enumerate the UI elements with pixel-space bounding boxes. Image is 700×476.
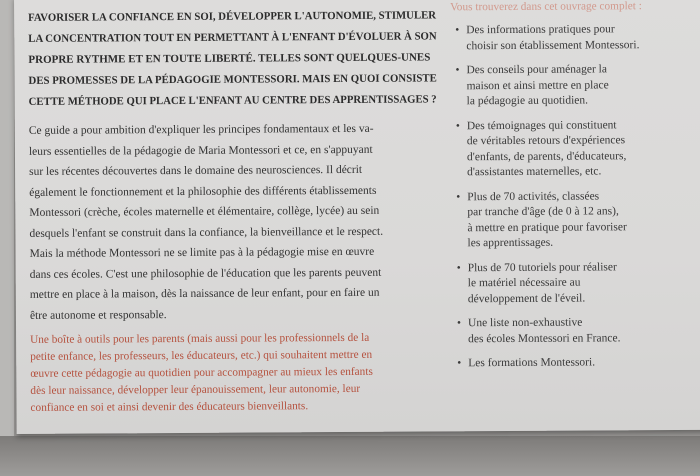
list-item <box>451 188 691 251</box>
text-line: sur les récentes découvertes dans le domaine des neurosciences. Il décrit <box>29 163 363 178</box>
list-item-line: d'assistantes maternelles, etc. <box>467 165 602 179</box>
book-back-cover <box>14 0 700 434</box>
list-item-line: Une liste non-exhaustive <box>467 316 583 330</box>
list-item-line: Les formations Montessori. <box>468 356 596 370</box>
list-item-line: Des informations pratiques pour <box>466 23 615 37</box>
list-item-line: Plus de 70 activités, classées <box>467 189 600 203</box>
text-line: FAVORISER LA CONFIANCE EN SOI, DÉVELOPPER L'AUTONOMIE, STIMULER <box>28 9 437 24</box>
list-item-line: le matériel nécessaire au <box>467 276 581 290</box>
bullet-icon: • <box>456 261 461 274</box>
list-item <box>452 355 692 372</box>
list-item-line: choisir son établissement Montessori. <box>466 38 640 52</box>
list-item <box>450 22 690 54</box>
text-line: Montessori (crèche, écoles maternelle et élémentaire, collège, lycée) au sein <box>29 204 380 219</box>
text-line: petite enfance, les professeurs, les éducateurs, etc.) qui souhaitent mettre en <box>30 348 373 363</box>
text-line: Ce guide a pour ambition d'expliquer les principes fondamentaux et les va- <box>28 122 374 137</box>
list-item <box>450 62 690 110</box>
list-item <box>451 117 691 180</box>
text-line: CETTE MÉTHODE QUI PLACE L'ENFANT AU CENTRE DES APPRENTISSAGES ? <box>28 93 437 108</box>
list-item-line: Des conseils pour aménager la <box>466 63 608 77</box>
list-item <box>452 315 692 347</box>
background-edge <box>0 0 14 476</box>
text-line: également le fonctionnement et la philosophie des différents établissements <box>29 184 377 199</box>
text-line: mettre en place à la maison, dès la naissance de leur enfant, pour en faire un <box>29 286 380 301</box>
text-line: œuvre cette pédagogie au quotidien pour accompagner au mieux les enfants <box>30 365 373 380</box>
text-line: Mais la méthode Montessori ne se limite pas à la pédagogie mise en œuvre <box>29 245 375 260</box>
background-table <box>0 436 700 476</box>
text-line: dès leur naissance, développer leur épanouissement, leur autonomie, leur <box>30 382 361 397</box>
list-item-line: la pédagogie au quotidien. <box>466 94 589 108</box>
bullet-icon: • <box>455 24 460 37</box>
bullet-icon: • <box>456 190 461 203</box>
highlight-block <box>30 329 439 416</box>
list-item <box>452 259 692 307</box>
list-item-line: des écoles Montessori en France. <box>468 331 621 345</box>
text-line: LA CONCENTRATION TOUT EN PERMETTANT À L'ENFANT D'ÉVOLUER À SON <box>28 30 437 45</box>
contents-intro: Vous trouverez dans cet ouvrage complet : <box>450 0 642 14</box>
list-item-line: de véritables retours d'expériences <box>466 134 626 148</box>
list-item-line: à mettre en pratique pour favoriser <box>467 220 627 234</box>
list-item-line: Plus de 70 tutoriels pour réaliser <box>467 260 617 274</box>
list-item-line: les apprentissages. <box>467 236 554 250</box>
bullet-icon: • <box>457 357 462 370</box>
text-line: PROPRE RYTHME ET EN TOUTE LIBERTÉ. TELLES SONT QUELQUES-UNES <box>28 51 431 66</box>
list-item-line: développement de l'éveil. <box>467 292 586 305</box>
text-line: desquels l'enfant se construit dans la confiance, la bienveillance et le respect. <box>29 225 384 240</box>
text-line: être autonome et responsable. <box>29 308 167 322</box>
bullet-icon: • <box>455 119 460 132</box>
text-line: Une boîte à outils pour les parents (mais aussi pour les professionnels de la <box>30 331 370 346</box>
list-item-line: Des témoignages qui constituent <box>466 118 617 132</box>
contents-list <box>450 0 692 381</box>
heading-block <box>28 5 437 112</box>
text-line: DES PROMESSES DE LA PÉDAGOGIE MONTESSORI. MAIS EN QUOI CONSISTE <box>28 72 437 87</box>
text-line: dans ces écoles. C'est une philosophie de l'éducation que les parents peuvent <box>29 266 382 281</box>
bullet-icon: • <box>456 317 462 330</box>
description-block <box>29 118 438 325</box>
bullet-icon: • <box>455 64 460 77</box>
text-line: confiance en soi et ainsi devenir des éducateurs bienveillants. <box>30 400 309 414</box>
list-item-line: par tranche d'âge (de 0 à 12 ans), <box>467 205 619 219</box>
list-item-line: maison et ainsi mettre en place <box>466 78 609 92</box>
text-line: leurs essentielles de la pédagogie de Maria Montessori et ce, en s'appuyant <box>28 143 373 158</box>
list-item-line: d'enfants, de parents, d'éducateurs, <box>466 149 627 163</box>
